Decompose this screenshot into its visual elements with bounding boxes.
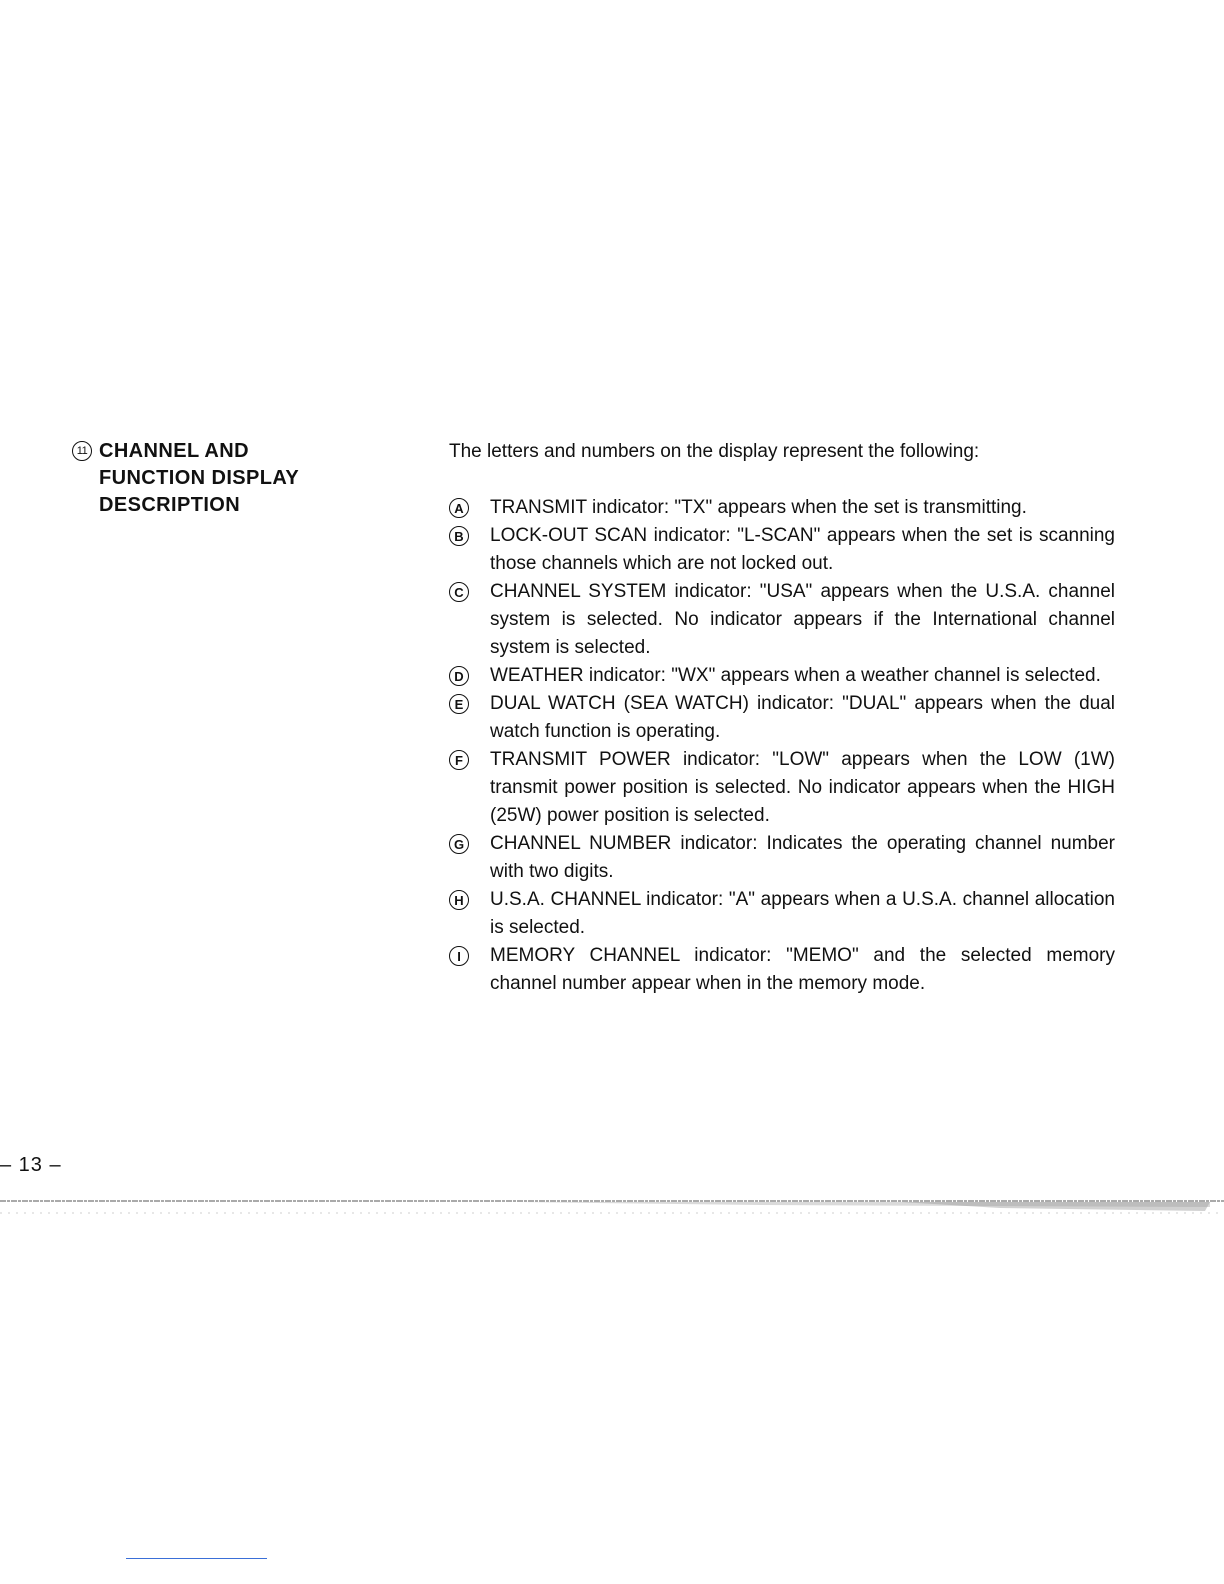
page-number: – 13 – xyxy=(0,1154,62,1176)
indicator-letter-badge: C xyxy=(449,582,469,602)
indicator-description: U.S.A. CHANNEL indicator: "A" appears when a U.S.A. channel allocation is selected. xyxy=(490,889,1115,938)
indicator-letter-badge: G xyxy=(449,834,469,854)
indicator-item-d xyxy=(449,662,1115,690)
indicator-letter-badge: H xyxy=(449,890,469,910)
indicator-list xyxy=(449,494,1115,998)
description-content xyxy=(449,438,1115,998)
indicator-description: CHANNEL NUMBER indicator: Indicates the operating channel number with two digits. xyxy=(490,833,1115,882)
indicator-letter-badge: A xyxy=(449,498,469,518)
indicator-letter-badge: E xyxy=(449,694,469,714)
indicator-description: WEATHER indicator: "WX" appears when a weather channel is selected. xyxy=(490,665,1101,686)
indicator-letter-badge: I xyxy=(449,946,469,966)
indicator-item-b xyxy=(449,522,1115,578)
section-number-badge: 11 xyxy=(72,441,92,461)
indicator-description: TRANSMIT indicator: "TX" appears when the set is transmitting. xyxy=(490,497,1027,518)
indicator-description: CHANNEL SYSTEM indicator: "USA" appears when the U.S.A. channel system is selected. No indicator appears if the International channel system is selected. xyxy=(490,581,1115,658)
indicator-description: LOCK-OUT SCAN indicator: "L-SCAN" appears when the set is scanning those channels which are not locked out. xyxy=(490,525,1115,574)
indicator-letter-badge: D xyxy=(449,666,469,686)
blue-rule xyxy=(126,1558,267,1559)
section-heading xyxy=(72,438,372,519)
page-bottom-rule xyxy=(0,1199,1224,1217)
indicator-item-h xyxy=(449,886,1115,942)
indicator-description: DUAL WATCH (SEA WATCH) indicator: "DUAL" appears when the dual watch function is operating. xyxy=(490,693,1115,742)
indicator-item-c xyxy=(449,578,1115,662)
indicator-item-a xyxy=(449,494,1115,522)
indicator-description: MEMORY CHANNEL indicator: "MEMO" and the selected memory channel number appear when in the memory mode. xyxy=(490,945,1115,994)
section-title: CHANNEL AND FUNCTION DISPLAY DESCRIPTION xyxy=(99,440,300,516)
indicator-item-e xyxy=(449,690,1115,746)
indicator-item-i xyxy=(449,942,1115,998)
indicator-letter-badge: F xyxy=(449,750,469,770)
indicator-letter-badge: B xyxy=(449,526,469,546)
intro-text: The letters and numbers on the display represent the following: xyxy=(449,441,980,462)
indicator-description: TRANSMIT POWER indicator: "LOW" appears when the LOW (1W) transmit power position is selected. No indicator appears when the HIGH (25W) power position is selected. xyxy=(490,749,1115,826)
indicator-item-g xyxy=(449,830,1115,886)
indicator-item-f xyxy=(449,746,1115,830)
